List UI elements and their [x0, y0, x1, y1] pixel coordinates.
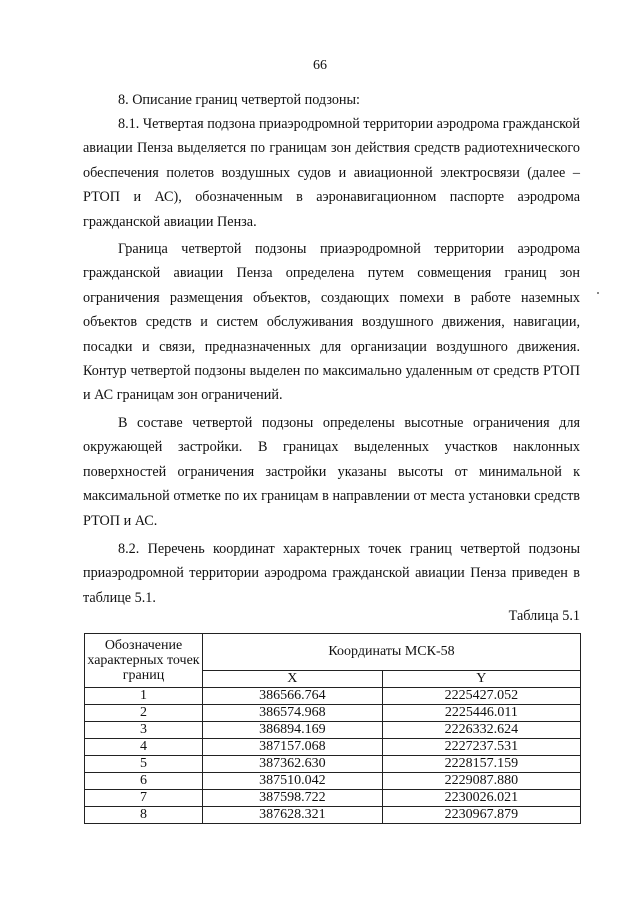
paragraph-8-1-text: 8.1. Четвертая подзона приаэродромной территории аэродрома гражданской авиации Пенза выделяется по границам зон действия средств радиотехнического обеспечения полетов воздушных судов и авиационной электросвязи (далее – РТОП и АС), обозначенным в аэронавигационном паспорте аэродрома гражданской авиации Пенза. [83, 116, 580, 230]
table-row [85, 756, 581, 773]
x-coordinate-cell: 386894.169 [203, 722, 383, 739]
table-row [85, 739, 581, 756]
y-coordinate-cell: 2228157.159 [382, 756, 580, 773]
point-cell: 7 [85, 790, 203, 807]
x-coordinate-cell: 387510.042 [203, 773, 383, 790]
header-point-designation: Обозначение характерных точек границ [85, 634, 203, 688]
x-coordinate-cell: 387628.321 [203, 807, 383, 824]
y-coordinate-cell: 2225446.011 [382, 705, 580, 722]
x-coordinate-cell: 386566.764 [203, 688, 383, 705]
y-coordinate-cell: 2226332.624 [382, 722, 580, 739]
x-coordinate-cell: 387598.722 [203, 790, 383, 807]
x-coordinate-cell: 386574.968 [203, 705, 383, 722]
point-cell: 1 [85, 688, 203, 705]
x-coordinate-cell: 387362.630 [203, 756, 383, 773]
header-x: X [203, 671, 383, 688]
paragraph-boundary [83, 237, 580, 408]
table-row [85, 790, 581, 807]
header-coordinate-system: Координаты МСК-58 [203, 634, 581, 671]
table-row [85, 773, 581, 790]
table-row [85, 722, 581, 739]
table-caption: Таблица 5.1 [508, 608, 580, 624]
section-heading-text: 8. Описание границ четвертой подзоны: [118, 92, 360, 108]
paragraph-8-2-text: 8.2. Перечень координат характерных точек границ четвертой подзоны приаэродромной территории аэродрома гражданской авиации Пенза приведен в таблице 5.1. [83, 541, 580, 606]
y-coordinate-cell: 2225427.052 [382, 688, 580, 705]
paragraph-8-1 [83, 112, 580, 234]
paragraph-8-2 [83, 537, 580, 610]
paragraph-heights [83, 411, 580, 533]
scan-speck [597, 292, 599, 294]
paragraph-boundary-text: Граница четвертой подзоны приаэродромной территории аэродрома гражданской авиации Пенза определена путем совмещения границ зон ограничения размещения объектов, создающих помехи в работе наземных объектов средств и систем обслуживания воздушного движения, навигации, посадки и связи, предназначенных для организации воздушного движения. Контур четвертой подзоны выделен по максимально удаленным от средств РТОП и АС границам зон ограничений. [83, 241, 580, 404]
y-coordinate-cell: 2230026.021 [382, 790, 580, 807]
point-cell: 6 [85, 773, 203, 790]
point-cell: 2 [85, 705, 203, 722]
point-cell: 3 [85, 722, 203, 739]
table-row [85, 705, 581, 722]
point-cell: 4 [85, 739, 203, 756]
table-row [85, 688, 581, 705]
x-coordinate-cell: 387157.068 [203, 739, 383, 756]
page-number: 66 [313, 58, 327, 73]
coordinates-table [84, 633, 581, 824]
table-body [85, 688, 581, 824]
y-coordinate-cell: 2230967.879 [382, 807, 580, 824]
y-coordinate-cell: 2229087.880 [382, 773, 580, 790]
section-heading [83, 88, 580, 112]
header-y: Y [382, 671, 580, 688]
point-cell: 8 [85, 807, 203, 824]
table-row [85, 807, 581, 824]
y-coordinate-cell: 2227237.531 [382, 739, 580, 756]
paragraph-heights-text: В составе четвертой подзоны определены высотные ограничения для окружающей застройки. В границах выделенных участков наклонных поверхностей ограничения застройки указаны высоты от минимальной к максимальной отметке по их границам в направлении от места установки средств РТОП и АС. [83, 415, 580, 529]
point-cell: 5 [85, 756, 203, 773]
